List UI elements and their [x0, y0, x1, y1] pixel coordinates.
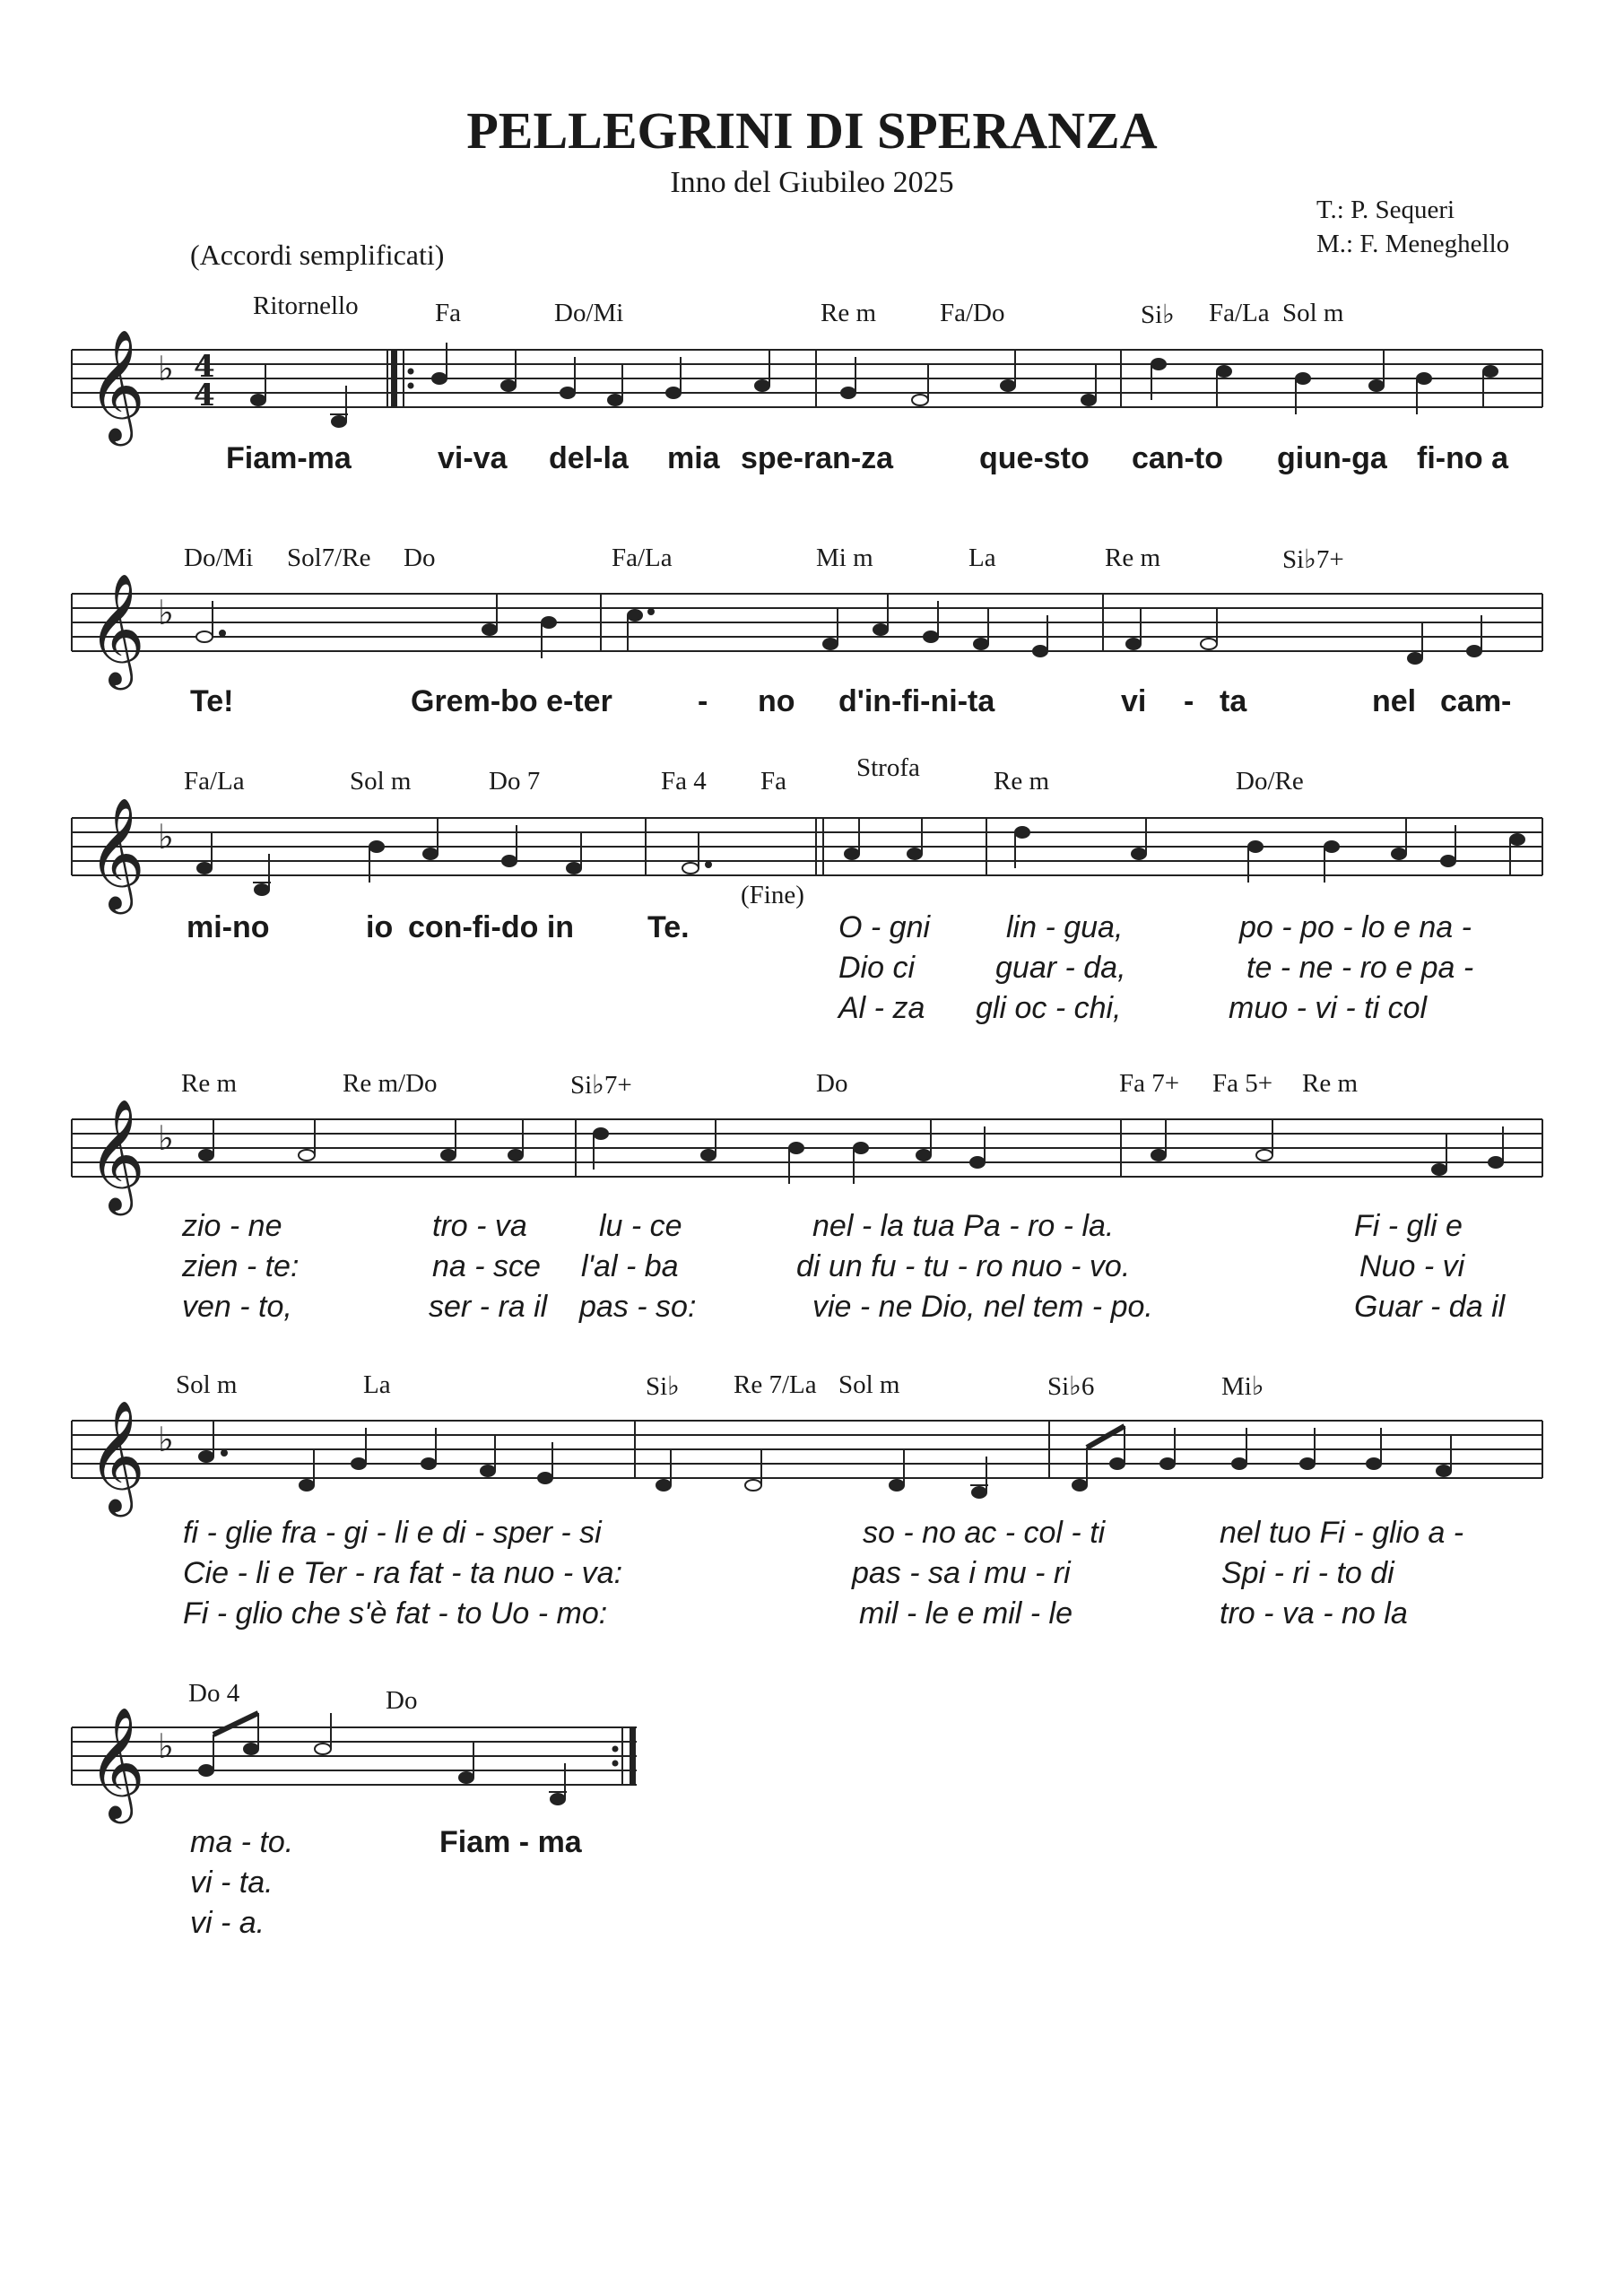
lyric-verse-1: ma - to. [190, 1825, 294, 1859]
music-staff [72, 305, 1551, 448]
svg-text:4: 4 [194, 349, 215, 385]
lyric-syllable: del-la [549, 441, 629, 475]
lyric-verse-2: te - ne - ro e pa - [1246, 951, 1474, 985]
flat-key-signature-icon: ♭ [158, 1118, 174, 1158]
treble-clef-icon: 𝄞 [88, 1400, 145, 1512]
lyric-verse-3: Guar - da il [1354, 1290, 1506, 1324]
lyric-syllable: spe-ran-za [741, 441, 894, 475]
lyric-syllable: vi-va [438, 441, 508, 475]
lyric-verse-2: Nuo - vi [1359, 1249, 1465, 1283]
lyric-verse-2: guar - da, [995, 951, 1126, 985]
chord-symbol: Sol m [176, 1370, 238, 1399]
treble-clef-icon: 𝄞 [88, 573, 145, 685]
lyric-syllable: Fiam-ma [226, 441, 352, 475]
chord-symbol: Fa/La [1209, 299, 1270, 327]
lyric-syllable: con-fi-do in [408, 910, 575, 944]
music-staff [72, 1683, 682, 1826]
chord-symbol: Mi m [816, 544, 873, 572]
chord-symbol: Re m [1105, 544, 1161, 572]
chord-symbol: Si♭ [1141, 300, 1175, 329]
lyric-verse-2: Cie - li e Ter - ra fat - ta nuo - va: [183, 1556, 623, 1590]
lyric-verse-1: fi - glie fra - gi - li e di - sper - si [183, 1516, 602, 1550]
chord-symbol: Fa/Do [940, 299, 1005, 327]
chord-symbol: Re m [1302, 1069, 1359, 1098]
chord-symbol: Re m [821, 299, 877, 327]
music-staff [72, 549, 1551, 692]
flat-key-signature-icon: ♭ [158, 817, 174, 857]
lyric-syllable: vi [1121, 684, 1147, 718]
lyric-verse-3: tro - va - no la [1220, 1596, 1408, 1631]
chord-symbol: La [363, 1370, 391, 1399]
chord-symbol: Fa [435, 299, 461, 327]
chord-symbol: Do/Mi [184, 544, 254, 572]
chord-symbol: La [968, 544, 996, 572]
lyric-verse-2: na - sce [432, 1249, 541, 1283]
chord-symbol: Si♭6 [1047, 1372, 1095, 1401]
lyric-verse-3: gli oc - chi, [976, 991, 1122, 1025]
chord-symbol: Re m [994, 767, 1050, 796]
lyric-syllable: - [698, 684, 708, 718]
lyric-syllable: d'in-fi-ni-ta [838, 684, 995, 718]
lyric-verse-3: Al - za [838, 991, 925, 1025]
chord-symbol: Sol m [838, 1370, 900, 1399]
lyric-syllable: can-to [1132, 441, 1223, 475]
section-label-ritornello: Ritornello [253, 291, 359, 320]
treble-clef-icon: 𝄞 [88, 797, 145, 909]
chord-symbol: Fa 5+ [1212, 1069, 1273, 1098]
lyric-verse-1: nel tuo Fi - glio a - [1220, 1516, 1464, 1550]
chord-symbol: Sol m [1282, 299, 1344, 327]
lyric-syllable: giun-ga [1277, 441, 1387, 475]
flat-key-signature-icon: ♭ [158, 593, 174, 632]
lyricist-credit: T.: P. Sequeri [1316, 196, 1455, 224]
lyric-syllable: - [1184, 684, 1194, 718]
lyric-verse-3: vie - ne Dio, nel tem - po. [812, 1290, 1153, 1324]
chord-symbol: Si♭7+ [570, 1071, 632, 1100]
chord-symbol: Do [816, 1069, 848, 1098]
lyric-verse-1: po - po - lo e na - [1239, 910, 1472, 944]
lyric-syllable: mi-no [187, 910, 270, 944]
chord-symbol: Do/Mi [554, 299, 624, 327]
chord-symbol: Fa [760, 767, 786, 796]
chord-symbol: Do/Re [1236, 767, 1304, 796]
chord-symbol: Mi♭ [1221, 1372, 1264, 1401]
lyric-verse-1: zio - ne [182, 1209, 282, 1243]
lyric-verse-3: mil - le e mil - le [859, 1596, 1073, 1631]
treble-clef-icon: 𝄞 [88, 329, 145, 441]
flat-key-signature-icon: ♭ [158, 1726, 174, 1766]
chord-symbol: Fa 7+ [1119, 1069, 1180, 1098]
music-staff [72, 1376, 1551, 1519]
lyric-syllable: Te. [647, 910, 690, 944]
lyric-verse-2: di un fu - tu - ro nuo - vo. [796, 1249, 1131, 1283]
lyric-syllable: que-sto [979, 441, 1090, 475]
section-label-strofa: Strofa [856, 753, 920, 782]
lyric-syllable: io [366, 910, 394, 944]
lyric-verse-2: zien - te: [182, 1249, 300, 1283]
lyric-verse-2: l'al - ba [581, 1249, 679, 1283]
lyric-verse-3: vi - a. [190, 1906, 265, 1940]
chord-symbol: Do [386, 1686, 418, 1715]
lyric-syllable: ta [1220, 684, 1247, 718]
chord-symbol: Fa/La [612, 544, 673, 572]
lyric-verse-3: ser - ra il [429, 1290, 548, 1324]
lyric-verse-1: so - no ac - col - ti [863, 1516, 1106, 1550]
svg-text:4: 4 [194, 378, 215, 413]
fine-marking: (Fine) [741, 881, 804, 909]
lyric-syllable: fi-no a [1417, 441, 1508, 475]
treble-clef-icon: 𝄞 [88, 1707, 145, 1819]
chord-symbol: Fa/La [184, 767, 245, 796]
lyric-syllable: nel [1372, 684, 1417, 718]
chord-note: (Accordi semplificati) [190, 239, 445, 271]
lyric-syllable: no [758, 684, 795, 718]
lyric-syllable: Fiam - ma [439, 1825, 582, 1859]
treble-clef-icon: 𝄞 [88, 1099, 145, 1211]
chord-symbol: Si♭7+ [1282, 545, 1344, 574]
lyric-verse-3: muo - vi - ti col [1229, 991, 1428, 1025]
page-subtitle: Inno del Giubileo 2025 [670, 166, 954, 199]
lyric-verse-1: Fi - gli e [1354, 1209, 1463, 1243]
lyric-verse-1: tro - va [432, 1209, 527, 1243]
music-staff [72, 773, 1551, 917]
lyric-verse-3: Fi - glio che s'è fat - to Uo - mo: [183, 1596, 608, 1631]
chord-symbol: Re 7/La [734, 1370, 817, 1399]
chord-symbol: Re m [181, 1069, 238, 1098]
lyric-verse-2: pas - sa i mu - ri [852, 1556, 1071, 1590]
lyric-verse-1: lu - ce [599, 1209, 682, 1243]
lyric-verse-1: O - gni [838, 910, 931, 944]
lyric-syllable: Grem-bo e-ter [411, 684, 612, 718]
lyric-verse-2: Dio ci [838, 951, 916, 985]
lyric-syllable: mia [667, 441, 720, 475]
lyric-verse-3: pas - so: [579, 1290, 697, 1324]
chord-symbol: Si♭ [646, 1372, 680, 1401]
chord-symbol: Re m/Do [343, 1069, 438, 1098]
chord-symbol: Sol7/Re [287, 544, 371, 572]
lyric-verse-3: ven - to, [182, 1290, 292, 1324]
lyric-verse-1: lin - gua, [1006, 910, 1124, 944]
lyric-verse-2: Spi - ri - to di [1221, 1556, 1394, 1590]
lyric-verse-2: vi - ta. [190, 1866, 274, 1900]
chord-symbol: Do 7 [489, 767, 541, 796]
chord-symbol: Do [404, 544, 436, 572]
chord-symbol: Do 4 [188, 1679, 240, 1708]
page-title: PELLEGRINI DI SPERANZA [466, 101, 1158, 160]
chord-symbol: Sol m [350, 767, 412, 796]
music-staff [72, 1074, 1551, 1218]
lyric-verse-1: nel - la tua Pa - ro - la. [812, 1209, 1115, 1243]
chord-symbol: Fa 4 [661, 767, 707, 796]
flat-key-signature-icon: ♭ [158, 1420, 174, 1459]
lyric-syllable: cam- [1440, 684, 1512, 718]
composer-credit: M.: F. Meneghello [1316, 230, 1510, 258]
lyric-syllable: Te! [190, 684, 234, 718]
flat-key-signature-icon: ♭ [158, 349, 174, 388]
